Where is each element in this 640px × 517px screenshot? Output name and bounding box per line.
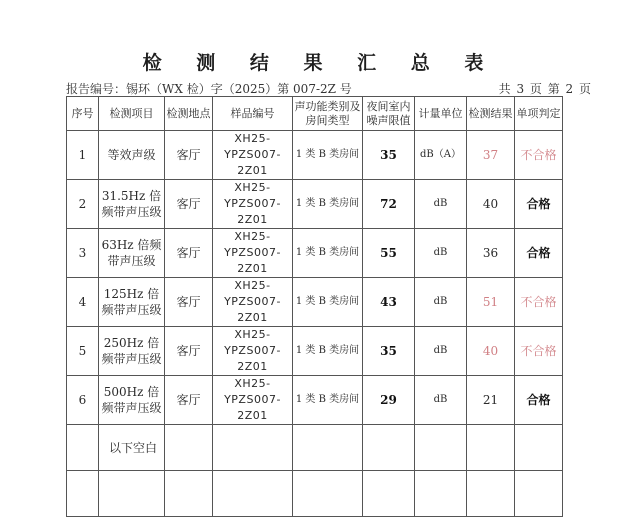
- table-row: [67, 131, 563, 180]
- row-item: 250Hz 倍频带声压级: [99, 327, 165, 376]
- row-limit: 29: [363, 376, 415, 425]
- row-room-type: 1 类 B 类房间: [293, 180, 363, 229]
- row-room-type: 1 类 B 类房间: [293, 278, 363, 327]
- row-item: 125Hz 倍频带声压级: [99, 278, 165, 327]
- row-location: 客厅: [165, 131, 213, 180]
- row-unit: dB: [415, 376, 467, 425]
- row-item: 500Hz 倍频带声压级: [99, 376, 165, 425]
- row-limit: 72: [363, 180, 415, 229]
- red-stamp-edge: [628, 360, 640, 430]
- row-limit: 35: [363, 131, 415, 180]
- row-location: 客厅: [165, 229, 213, 278]
- row-room-type: 1 类 B 类房间: [293, 131, 363, 180]
- row-unit: dB: [415, 278, 467, 327]
- header-limit: 夜间室内噪声限值: [363, 97, 415, 131]
- row-unit: dB（A）: [415, 131, 467, 180]
- row-room-type: 1 类 B 类房间: [293, 327, 363, 376]
- row-location: 客厅: [165, 278, 213, 327]
- report-number: 报告编号：锡环（WX 检）字（2025）第 007-2Z 号: [66, 82, 352, 96]
- row-result: 40: [467, 180, 515, 229]
- header-row: [67, 97, 563, 131]
- table-row: [67, 278, 563, 327]
- row-no: 4: [67, 278, 99, 327]
- header-room-type: 声功能类别及房间类型: [293, 97, 363, 131]
- row-limit: 35: [363, 327, 415, 376]
- header-unit: 计量单位: [415, 97, 467, 131]
- row-sample: XH25-YPZS007-2Z01: [213, 327, 293, 376]
- row-item: 31.5Hz 倍频带声压级: [99, 180, 165, 229]
- row-room-type: 1 类 B 类房间: [293, 376, 363, 425]
- row-unit: dB: [415, 229, 467, 278]
- row-result: 37: [467, 131, 515, 180]
- row-location: 客厅: [165, 376, 213, 425]
- blank-note: 以下空白: [99, 425, 165, 471]
- blank-note-row: [67, 425, 563, 471]
- row-judgement: 合格: [515, 229, 563, 278]
- row-result: 21: [467, 376, 515, 425]
- table-row: [67, 327, 563, 376]
- row-location: 客厅: [165, 180, 213, 229]
- row-limit: 55: [363, 229, 415, 278]
- header-location: 检测地点: [165, 97, 213, 131]
- results-table: [66, 96, 563, 517]
- row-judgement: 不合格: [515, 278, 563, 327]
- page-title: 检 测 结 果 汇 总 表: [142, 52, 498, 74]
- empty-row: [67, 471, 563, 517]
- table-row: [67, 376, 563, 425]
- row-sample: XH25-YPZS007-2Z01: [213, 229, 293, 278]
- row-no: 2: [67, 180, 99, 229]
- row-sample: XH25-YPZS007-2Z01: [213, 131, 293, 180]
- table-row: [67, 180, 563, 229]
- row-item: 63Hz 倍频带声压级: [99, 229, 165, 278]
- header-no: 序号: [67, 97, 99, 131]
- row-judgement: 不合格: [515, 327, 563, 376]
- row-result: 40: [467, 327, 515, 376]
- row-sample: XH25-YPZS007-2Z01: [213, 278, 293, 327]
- row-judgement: 合格: [515, 180, 563, 229]
- row-no: 3: [67, 229, 99, 278]
- row-no: 5: [67, 327, 99, 376]
- row-sample: XH25-YPZS007-2Z01: [213, 376, 293, 425]
- row-result: 36: [467, 229, 515, 278]
- row-room-type: 1 类 B 类房间: [293, 229, 363, 278]
- row-item: 等效声级: [99, 131, 165, 180]
- row-no: 6: [67, 376, 99, 425]
- row-no: 1: [67, 131, 99, 180]
- row-judgement: 合格: [515, 376, 563, 425]
- header-result: 检测结果: [467, 97, 515, 131]
- header-judgement: 单项判定: [515, 97, 563, 131]
- row-result: 51: [467, 278, 515, 327]
- header-sample: 样品编号: [213, 97, 293, 131]
- row-unit: dB: [415, 180, 467, 229]
- row-sample: XH25-YPZS007-2Z01: [213, 180, 293, 229]
- table-row: [67, 229, 563, 278]
- row-location: 客厅: [165, 327, 213, 376]
- row-limit: 43: [363, 278, 415, 327]
- row-judgement: 不合格: [515, 131, 563, 180]
- page-info: 共 3 页 第 2 页: [498, 82, 592, 96]
- row-unit: dB: [415, 327, 467, 376]
- header-item: 检测项目: [99, 97, 165, 131]
